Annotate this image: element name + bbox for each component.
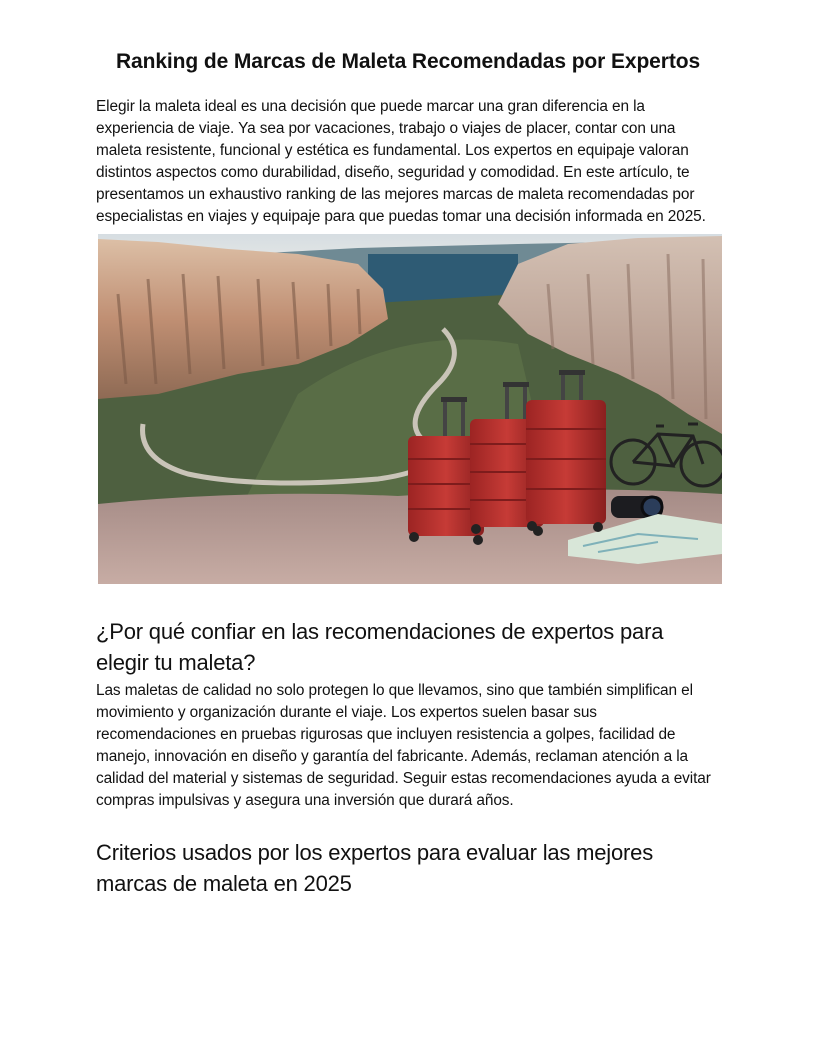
- article: [96, 48, 720, 899]
- intro-paragraph: Elegir la maleta ideal es una decisión que puede marcar una gran diferencia en la experiencia de viaje. Ya sea por vacaciones, trabajo o viajes de placer, contar con una maleta resistente, funcional y estética es fundamental. Los expertos en equipaje valoran distintos aspectos como durabilidad, diseño, seguridad y comodidad. En este artículo, te presentamos un exhaustivo ranking de las mejores marcas de maleta recomendadas por especialistas en viajes y equipaje para que puedas tomar una decisión informada en 2025.: [96, 98, 706, 225]
- hero-image: [98, 234, 722, 584]
- section-body-why-experts: Las maletas de calidad no solo protegen lo que llevamos, sino que también simplifican el movimiento y organización durante el viaje. Los expertos suelen basar sus recomendaciones en pruebas rigurosas que incluyen resistencia a golpes, facilidad de manejo, innovación en diseño y garantía del fabricante. Además, reclaman atención a la calidad del material y sistemas de seguridad. Seguir estas recomendaciones ayuda a evitar compras impulsivas y asegura una inversión que durará años.: [96, 682, 711, 809]
- section-heading-why-experts: ¿Por qué confiar en las recomendaciones de expertos para elegir tu maleta?: [96, 619, 664, 675]
- section-heading-criteria: Criterios usados por los expertos para evaluar las mejores marcas de maleta en 2025: [96, 840, 653, 896]
- page-title: Ranking de Marcas de Maleta Recomendadas por Expertos: [115, 50, 701, 73]
